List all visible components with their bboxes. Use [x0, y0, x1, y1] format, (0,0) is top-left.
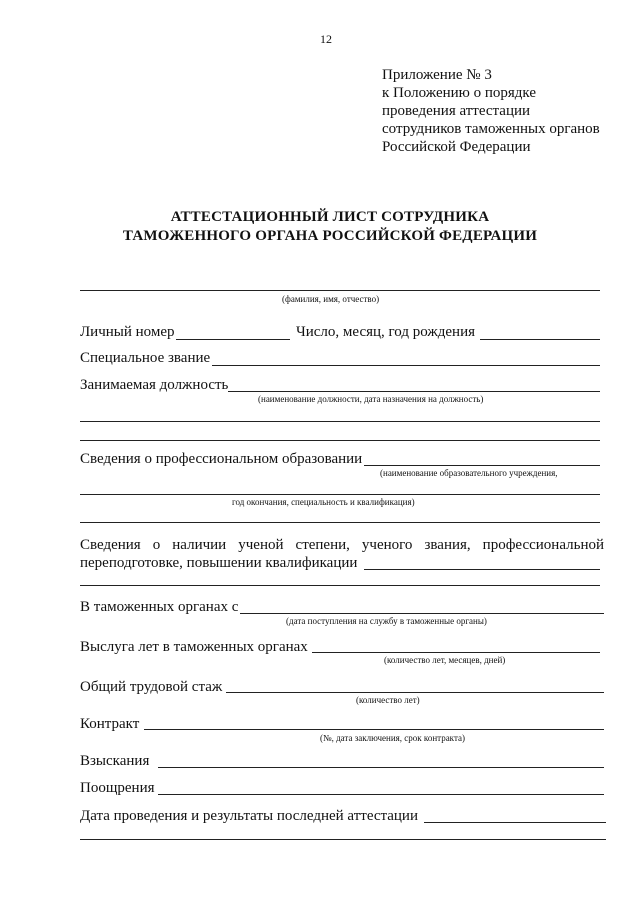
last-attestation-extra-line[interactable] [80, 839, 606, 840]
customs-since-label: В таможенных органах с [80, 599, 239, 615]
position-caption: (наименование должности, дата назначения на должность) [258, 394, 484, 404]
education-extra-line[interactable] [80, 494, 600, 495]
fio-field[interactable] [80, 290, 600, 291]
penalties-field[interactable] [158, 767, 604, 768]
special-rank-field[interactable] [212, 365, 600, 366]
contract-field[interactable] [144, 729, 604, 730]
title-line: АТТЕСТАЦИОННЫЙ ЛИСТ СОТРУДНИКА [170, 209, 490, 225]
rewards-label: Поощрения [80, 780, 155, 796]
degree-label-line2: переподготовке, повышении квалификации [80, 555, 358, 571]
customs-since-caption: (дата поступления на службу в таможенные органы) [286, 616, 487, 626]
education-caption: (наименование образовательного учреждения, [380, 468, 558, 478]
total-experience-label: Общий трудовой стаж [80, 679, 223, 695]
appendix-line: сотрудников таможенных органов [382, 121, 600, 137]
education-extra-line[interactable] [80, 522, 600, 523]
fio-caption: (фамилия, имя, отчество) [282, 294, 380, 304]
birth-date-label: Число, месяц, год рождения [296, 324, 475, 340]
last-attestation-label: Дата проведения и результаты последней аттестации [80, 808, 418, 824]
contract-caption: (№, дата заключения, срок контракта) [320, 733, 465, 743]
appendix-line: Приложение № 3 [382, 67, 492, 83]
appendix-line: Российской Федерации [382, 139, 531, 155]
position-label: Занимаемая должность [80, 377, 229, 393]
total-experience-field[interactable] [226, 692, 604, 693]
appendix-line: проведения аттестации [382, 103, 531, 119]
special-rank-label: Специальное звание [80, 350, 211, 366]
total-experience-caption: (количество лет) [356, 695, 420, 705]
page-number: 12 [320, 32, 332, 46]
penalties-label: Взыскания [80, 753, 150, 769]
position-extra-line[interactable] [80, 421, 600, 422]
customs-since-field[interactable] [240, 613, 604, 614]
degree-label-line1: Сведения о наличии ученой степени, ученого звания, профессиональной [80, 537, 604, 553]
service-years-caption: (количество лет, месяцев, дней) [384, 655, 506, 665]
contract-label: Контракт [80, 716, 140, 732]
rewards-field[interactable] [158, 794, 604, 795]
birth-date-field[interactable] [480, 339, 600, 340]
appendix-block [382, 66, 600, 156]
education-caption: год окончания, специальность и квалификация) [232, 497, 415, 507]
personal-number-label: Личный номер [80, 324, 175, 340]
personal-number-field[interactable] [176, 339, 290, 340]
position-extra-line[interactable] [80, 440, 600, 441]
document-title [60, 208, 600, 246]
position-field[interactable] [228, 391, 600, 392]
degree-field[interactable] [364, 569, 600, 570]
title-line: ТАМОЖЕННОГО ОРГАНА РОССИЙСКОЙ ФЕДЕРАЦИИ [122, 228, 538, 244]
education-field[interactable] [364, 465, 600, 466]
education-label: Сведения о профессиональном образовании [80, 451, 363, 467]
service-years-label: Выслуга лет в таможенных органах [80, 639, 308, 655]
degree-extra-line[interactable] [80, 585, 600, 586]
last-attestation-field[interactable] [424, 822, 606, 823]
appendix-line: к Положению о порядке [382, 85, 536, 101]
service-years-field[interactable] [312, 652, 600, 653]
